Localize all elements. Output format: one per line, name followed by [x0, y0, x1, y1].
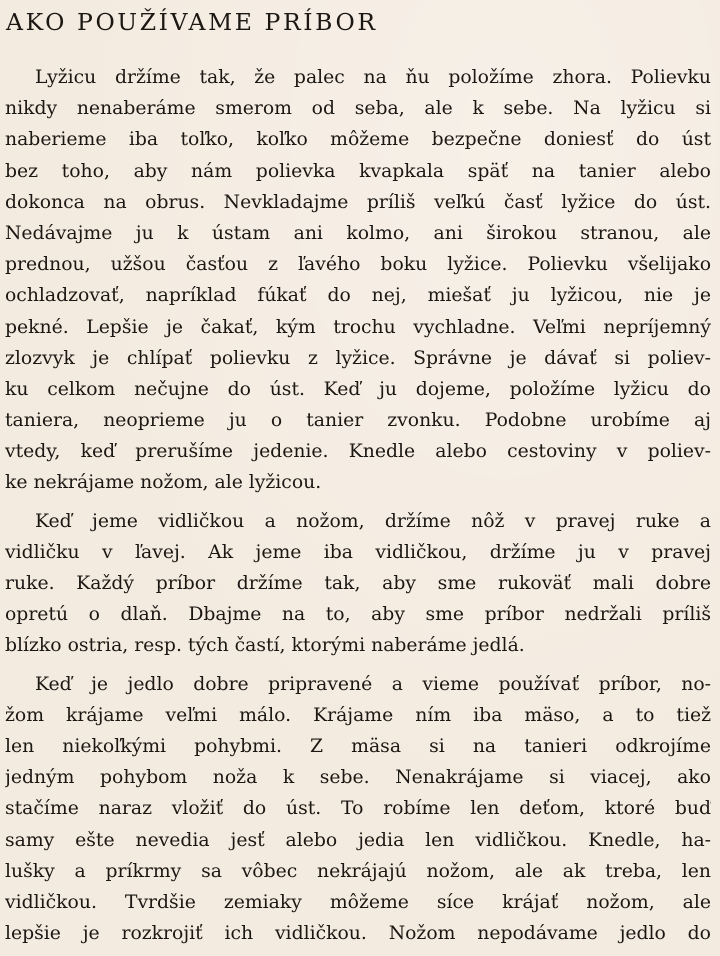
- text-line: Lyžicu držíme tak, že palec na ňu položíme zhora. Polievku: [35, 67, 711, 88]
- text-line: Keď jeme vidličkou a nožom, držíme nôž v pravej ruke a: [35, 510, 711, 532]
- paragraph: [5, 669, 711, 950]
- text-line: vtedy, keď prerušíme jedenie. Knedle alebo cestoviny v poliev-: [5, 441, 711, 463]
- text-line: stačíme naraz vložiť do úst. To robíme len deťom, ktoré buď: [5, 798, 711, 820]
- text-line: blízko ostria, resp. tých častí, ktorými naberáme jedlá.: [5, 635, 525, 657]
- text-line: vidličkou. Tvrdšie zemiaky môžeme síce krájať nožom, ale: [5, 891, 711, 913]
- body-text: [5, 62, 711, 956]
- paragraph: [5, 62, 711, 499]
- text-line: pekné. Lepšie je čakať, kým trochu vychladne. Veľmi nepríjemný: [5, 316, 711, 338]
- text-line: Keď je jedlo dobre pripravené a vieme používať príbor, no-: [35, 673, 711, 695]
- text-line: taniera, neoprieme ju o tanier zvonku. Podobne urobíme aj: [5, 410, 711, 432]
- text-line: jedným pohybom noža k sebe. Nenakrájame si viacej, ako: [5, 767, 711, 789]
- text-line: samy ešte nevedia jesť alebo jedia len vidličkou. Knedle, ha-: [5, 829, 711, 851]
- text-line: žom krájame veľmi málo. Krájame ním iba mäso, a to tiež: [5, 704, 711, 726]
- text-line: Nedávajme ju k ústam ani kolmo, ani širokou stranou, ale: [5, 222, 711, 244]
- text-line: ochladzovať, napríklad fúkať do nej, miešať ju lyžicou, nie je: [5, 285, 711, 307]
- paragraph: [5, 506, 711, 662]
- text-line: naberieme iba toľko, koľko môžeme bezpečne doniesť do úst: [5, 129, 711, 151]
- text-line: vidličku v ľavej. Ak jeme iba vidličkou, držíme ju v pravej: [5, 541, 711, 563]
- text-line: nikdy nenaberáme smerom od seba, ale k sebe. Na lyžicu si: [5, 98, 711, 120]
- text-line: prednou, užšou časťou z ľavého boku lyžice. Polievku všelijako: [5, 254, 711, 276]
- text-line: ruke. Každý príbor držíme tak, aby sme rukoväť mali dobre: [5, 573, 711, 594]
- text-line: ke nekrájame nožom, ale lyžicou.: [5, 472, 322, 494]
- text-line: lušky a príkrmy sa vôbec nekrájajú nožom, ale ak treba, len: [5, 860, 711, 882]
- text-line: zlozvyk je chlípať polievku z lyžice. Správne je dávať si poliev-: [5, 347, 711, 369]
- section-heading: AKO POUŽÍVAME PRÍBOR: [6, 8, 378, 36]
- text-line: opretú o dlaň. Dbajme na to, aby sme príbor nedržali príliš: [5, 604, 711, 626]
- text-line: dokonca na obrus. Nevkladajme príliš veľkú časť lyžice do úst.: [5, 191, 711, 213]
- text-line: len niekoľkými pohybmi. Z mäsa si na tanieri odkrojíme: [5, 735, 711, 757]
- text-line: ku celkom nečujne do úst. Keď ju dojeme, položíme lyžicu do: [5, 378, 711, 400]
- text-line: bez toho, aby nám polievka kvapkala späť na tanier alebo: [5, 160, 711, 182]
- text-line: lepšie je rozkrojiť ich vidličkou. Nožom nepodávame jedlo do: [5, 923, 711, 945]
